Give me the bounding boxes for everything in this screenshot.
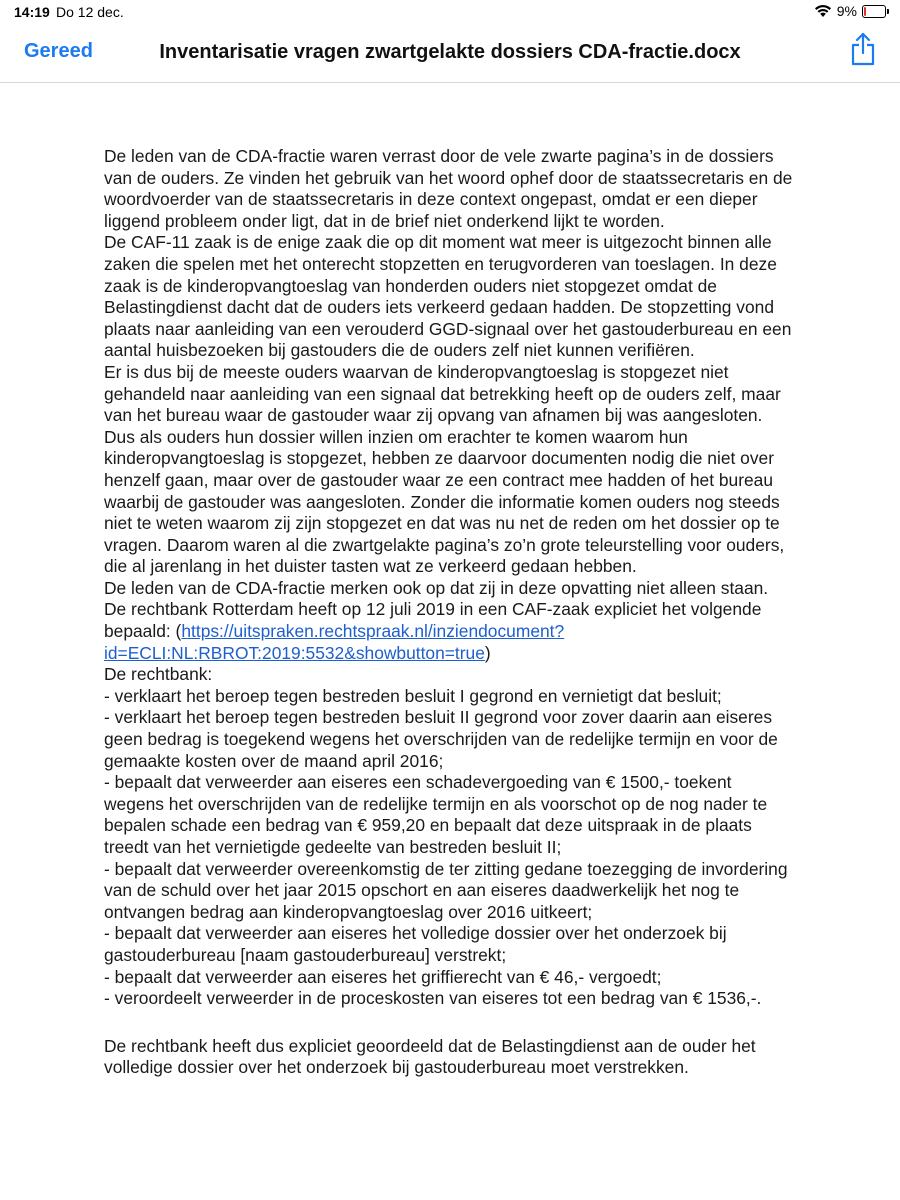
- paragraph-rechtbank: [104, 578, 794, 664]
- done-button[interactable]: Gereed: [24, 40, 93, 62]
- paragraph-dossier: Dus als ouders hun dossier willen inzien om erachter te komen waarom hun kinderopvangtoeslag is stopgezet, hebben ze daarvoor documenten nodig die niet over henzelf gaan, maar over de gastouder waar ze een contract mee hadden of het bureau waarbij de gastouder was aangesloten. Zonder die informatie komen ouders nog steeds niet te weten waarom zij zijn stopgezet en dat was nu net de reden om het dossier op te vragen. Daarom waren al die zwartgelakte pagina’s zo’n grote teleurstelling voor ouders, die al jarenlang in het duister tasten wat ze verkeerd gedaan hebben.: [104, 426, 785, 577]
- battery-level: [864, 7, 866, 16]
- status-date: Do 12 dec.: [56, 4, 124, 20]
- battery-icon: [862, 5, 886, 18]
- paragraph-caf11: De CAF-11 zaak is de enige zaak die op dit moment wat meer is uitgezocht binnen alle zaken die spelen met het onterecht stopzetten en terugvorderen van toeslagen. In deze zaak is de kinderopvangtoeslag van honderden ouders niet stopgezet omdat de Belastingdienst dacht dat de ouders iets verkeerd gedaan hadden. De stopzetting vond plaats naar aanleiding van een verouderd GGD-signaal over het gastouderbureau en een aantal huisbezoeken bij gastouders die de ouders zelf niet kunnen verifiëren.: [104, 232, 792, 361]
- ruling-item: - bepaalt dat verweerder aan eiseres het volledige dossier over het onderzoek bij gastouderbureau [naam gastouderbureau] verstrekt;: [104, 923, 727, 965]
- court-heading: De rechtbank:: [104, 664, 213, 685]
- wifi-icon: [814, 4, 832, 18]
- status-time: 14:19: [14, 4, 50, 20]
- ruling-link[interactable]: https://uitspraken.rechtspraak.nl/inziendocument?id=ECLI:NL:RBROT:2019:5532&showbutton=true: [104, 621, 565, 663]
- paragraph-intro: De leden van de CDA-fractie waren verrast door de vele zwarte pagina’s in de dossiers van de ouders. Ze vinden het gebruik van het woord ophef door de staatssecretaris en de woordvoerder van de staatssecretaris in deze context ongepast, omdat er een dieper liggend probleem onder ligt, dat in de brief niet onderkend lijkt te worden.: [104, 146, 793, 231]
- paragraph-rechtbank-close: ): [484, 642, 491, 663]
- ruling-item: - bepaalt dat verweerder aan eiseres een schadevergoeding van € 1500,- toekent wegens het overschrijden van de redelijke termijn en als voorschot op de nog nader te bepalen schade een bedrag van € 959,20 en bepaalt dat deze uitspraak in de plaats treedt van het vernietigde gedeelte van bestreden besluit II;: [104, 772, 768, 857]
- paragraph-closing: De rechtbank heeft dus expliciet geoordeeld dat de Belastingdienst aan de ouder het volledige dossier over het onderzoek bij gastouderbureau moet verstrekken.: [104, 1035, 756, 1078]
- battery-percentage: 9%: [836, 3, 857, 19]
- ruling-item: - verklaart het beroep tegen bestreden besluit II gegrond voor zover daarin aan eiseres geen bedrag is toegekend wegens het overschrijden van de redelijke termijn en voor de gemaakte kosten over de maand april 2016;: [104, 707, 778, 771]
- share-icon[interactable]: [848, 32, 878, 66]
- document-title: Inventarisatie vragen zwartgelakte dossiers CDA-fractie.docx: [159, 41, 741, 63]
- status-bar: [0, 0, 900, 24]
- paragraph-rechtbank-text: De leden van de CDA-fractie merken ook op dat zij in deze opvatting niet alleen staan. De rechtbank Rotterdam heeft op 12 juli 2019 in een CAF-zaak expliciet het volgende bepaald: (: [104, 577, 769, 642]
- document-body: [104, 146, 794, 1079]
- navigation-bar: [0, 24, 900, 83]
- ruling-item: - bepaalt dat verweerder aan eiseres het griffierecht van € 46,- vergoedt;: [104, 966, 662, 987]
- ruling-item: - verklaart het beroep tegen bestreden besluit I gegrond en vernietigt dat besluit;: [104, 685, 722, 706]
- ruling-item: - bepaalt dat verweerder overeenkomstig de ter zitting gedane toezegging de invordering van de schuld over het jaar 2015 opschort en aan eiseres daadwerkelijk het nog te ontvangen bedrag aan kinderopvangtoeslag over 2016 uitkeert;: [104, 858, 788, 922]
- status-indicators: [814, 3, 886, 19]
- paragraph-signal: Er is dus bij de meeste ouders waarvan de kinderopvangtoeslag is stopgezet niet gehandeld naar aanleiding van een signaal dat betrekking heeft op de ouders zelf, maar van het bureau waar de gastouder waar zij opvang van afnamen bij was aangesloten.: [104, 361, 781, 426]
- ruling-item: - veroordeelt verweerder in de proceskosten van eiseres tot een bedrag van € 1536,-.: [104, 988, 762, 1009]
